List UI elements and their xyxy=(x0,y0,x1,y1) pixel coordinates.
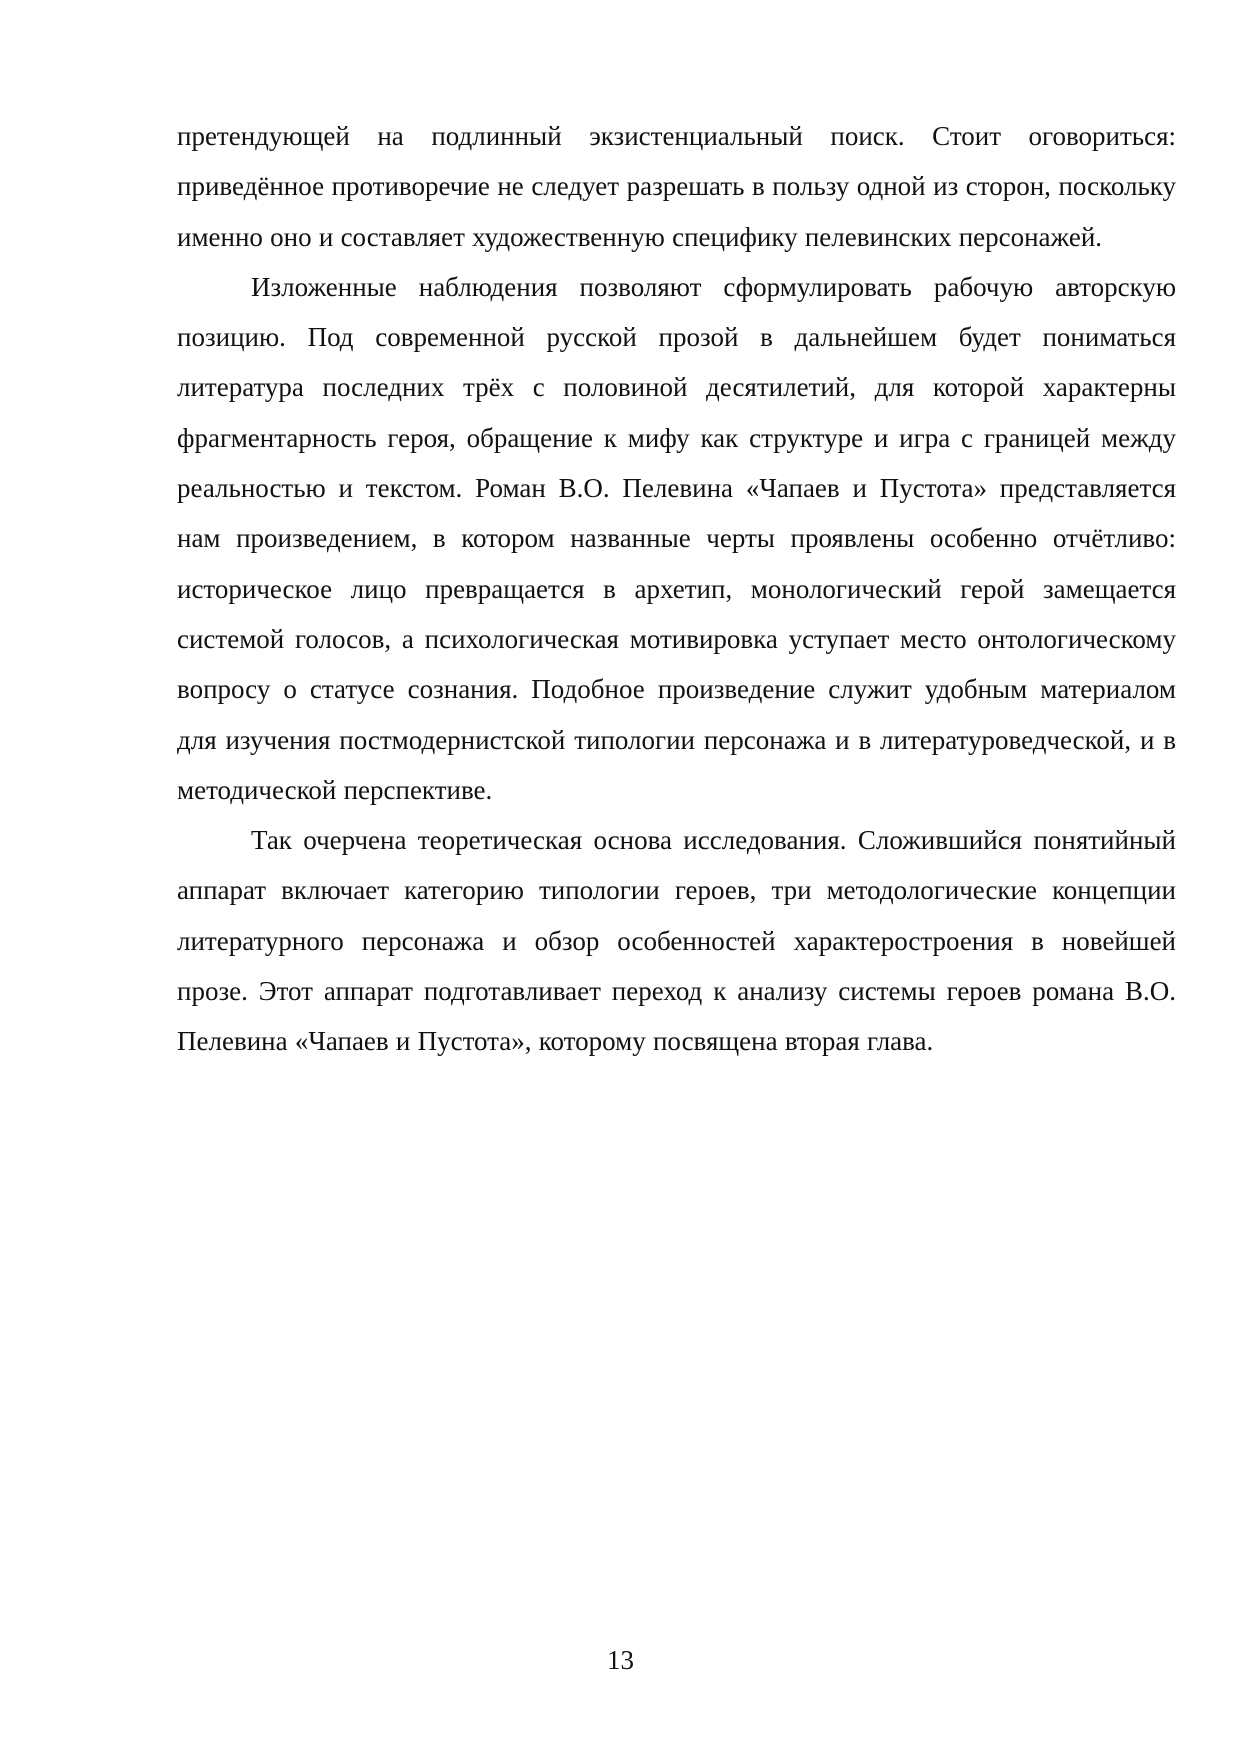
page-number: 13 xyxy=(607,1645,634,1675)
paragraph-2: Изложенные наблюдения позволяют сформулировать рабочую авторскую позицию. Под современной русской прозой в дальнейшем будет пониматься литература последних трёх с половиной десятилетий, для которой характерны фрагментарность героя, обращение к мифу как структуре и игра с границей между реальностью и текстом. Роман В.О. Пелевина «Чапаев и Пустота» представляется нам произведением, в котором названные черты проявлены особенно отчётливо: историческое лицо превращается в архетип, монологический герой замещается системой голосов, а психологическая мотивировка уступает место онтологическому вопросу о статусе сознания. Подобное произведение служит удобным материалом для изучения постмодернистской типологии персонажа и в литературоведческой, и в методической перспективе. xyxy=(177,271,1176,805)
paragraph-3: Так очерчена теоретическая основа исследования. Сложившийся понятийный аппарат включает категорию типологии героев, три методологические концепции литературного персонажа и обзор особенностей характеростроения в новейшей прозе. Этот аппарат подготавливает переход к анализу системы героев романа В.О. Пелевина «Чапаев и Пустота», которому посвящена вторая глава. xyxy=(177,825,1176,1057)
body-text xyxy=(177,111,1176,1067)
paragraph-1: претендующей на подлинный экзистенциальный поиск. Стоит оговориться: приведённое противоречие не следует разрешать в пользу одной из сторон, поскольку именно оно и составляет художественную специфику пелевинских персонажей. xyxy=(177,121,1176,252)
